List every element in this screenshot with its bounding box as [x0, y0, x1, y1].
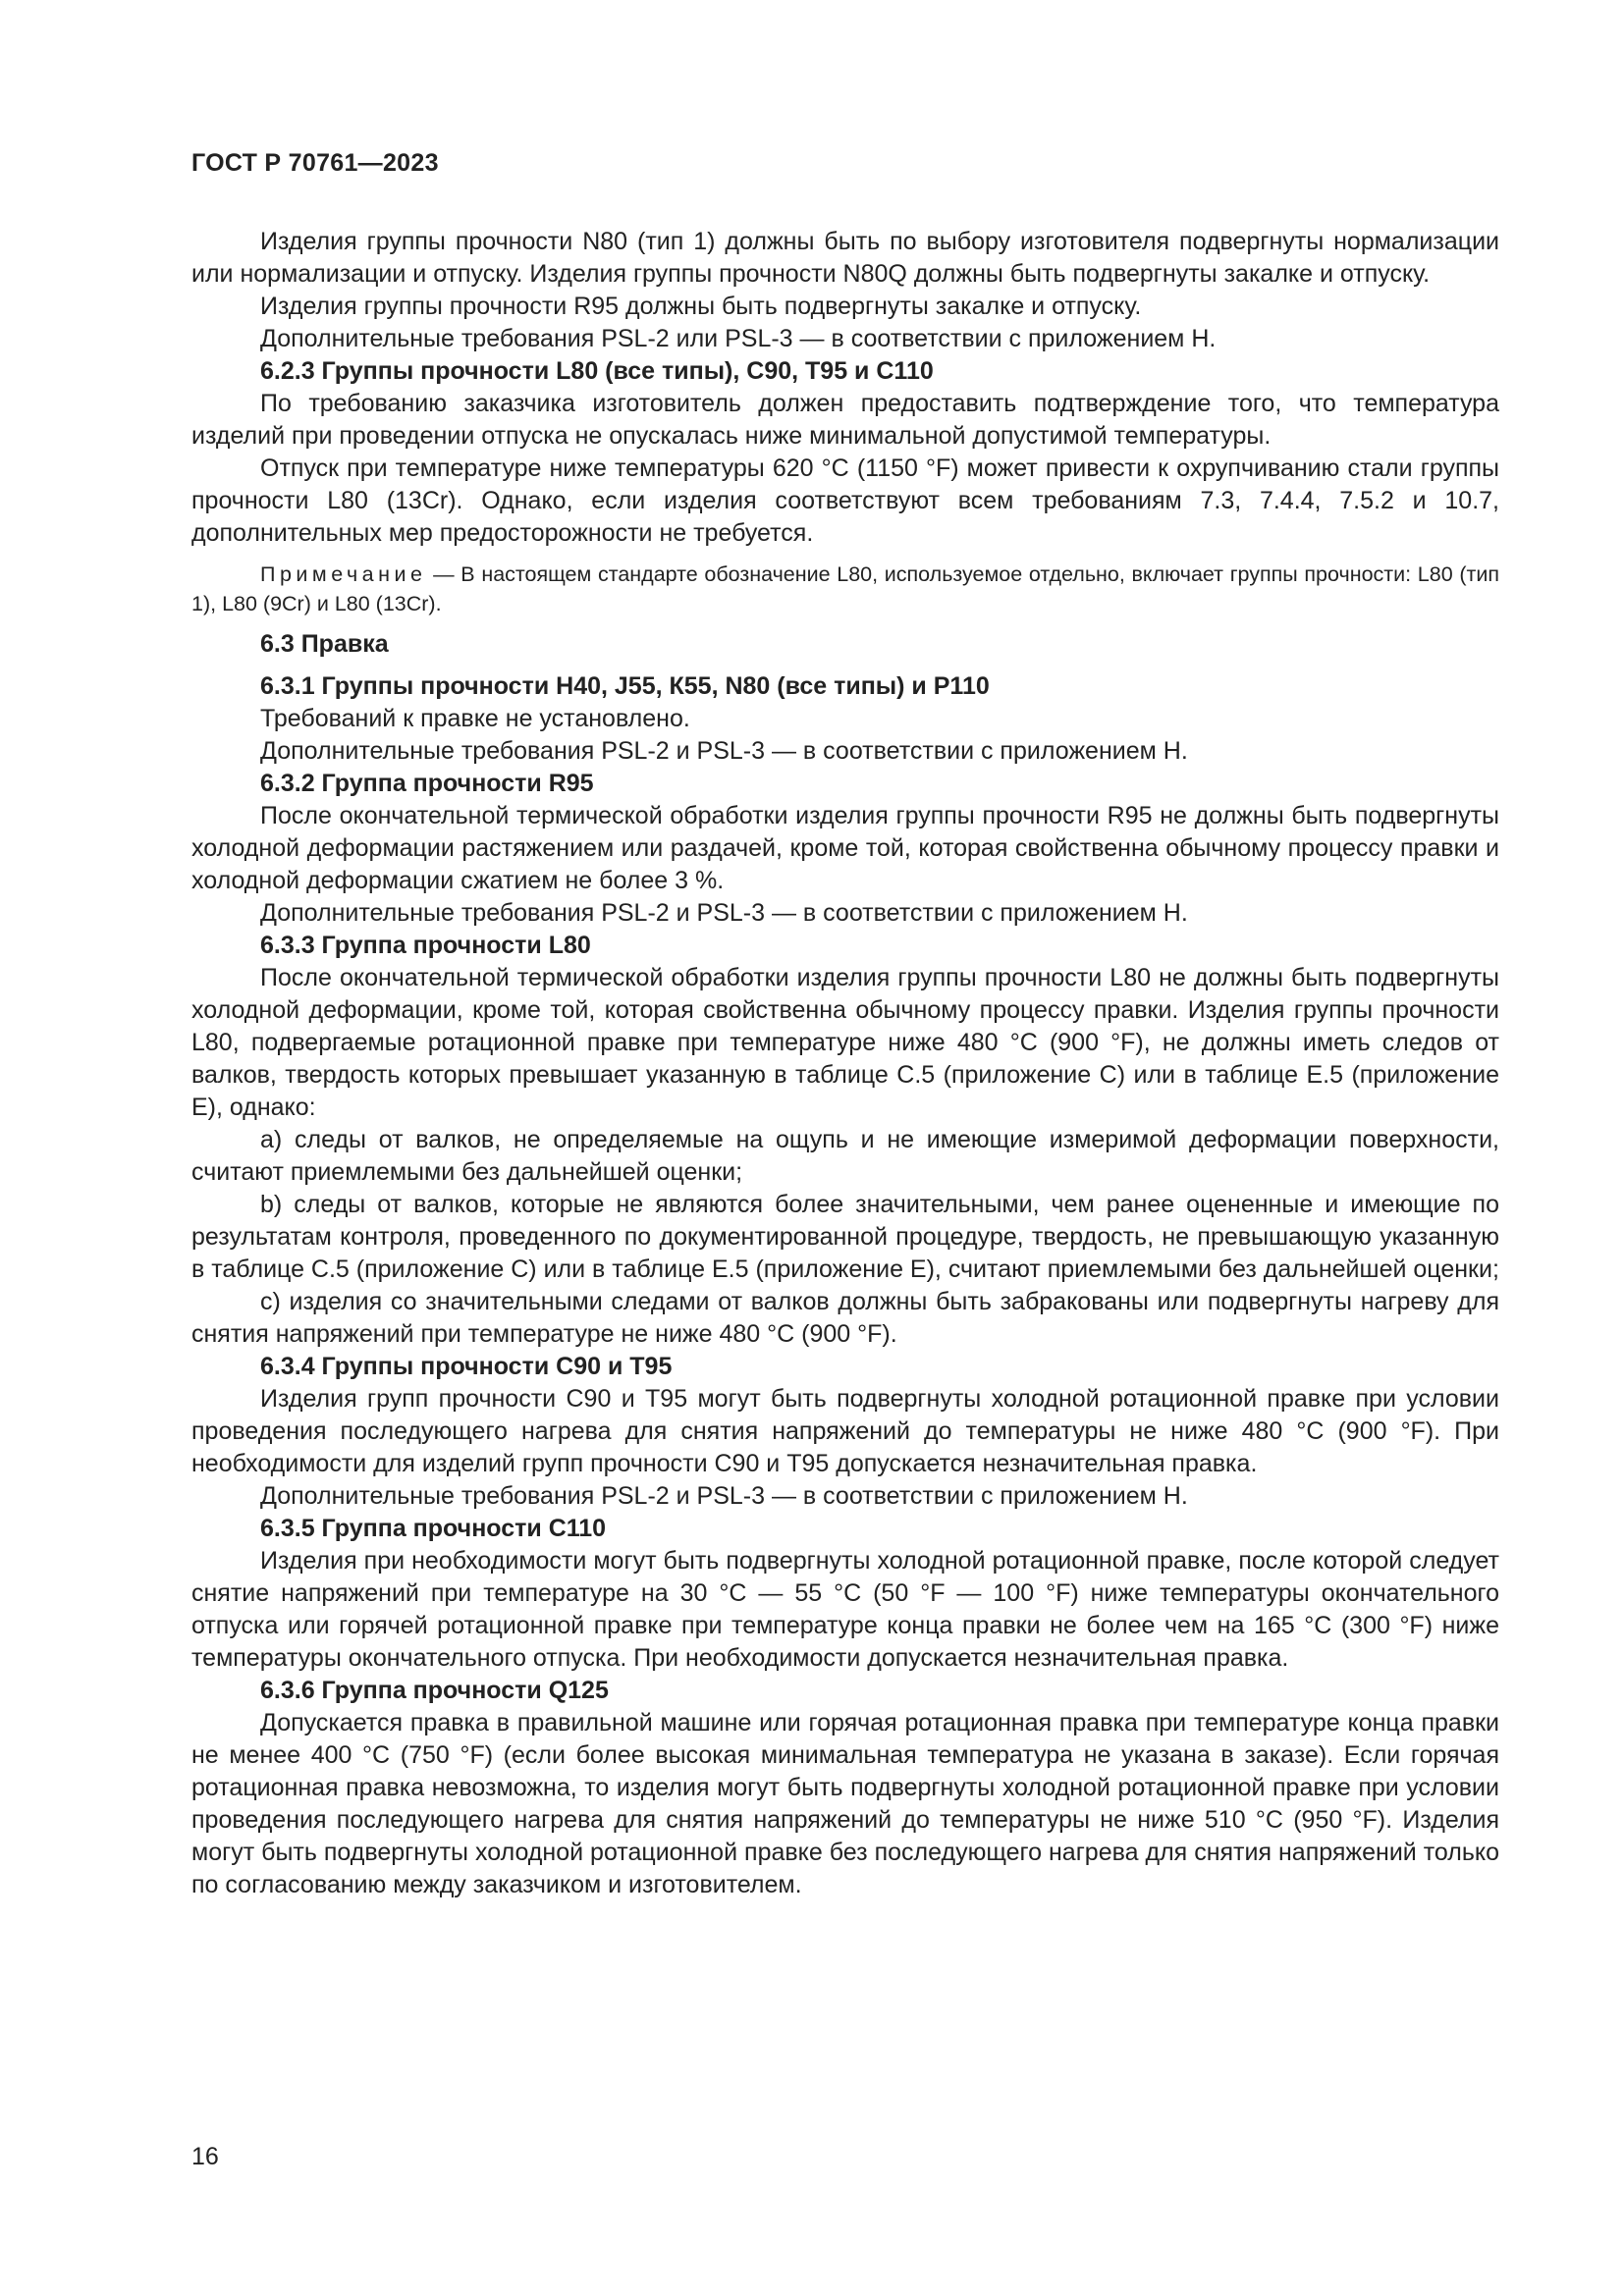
page-number: 16	[191, 2143, 219, 2170]
section-heading-6-2-3: 6.2.3 Группы прочности L80 (все типы), С90, Т95 и С110	[260, 357, 934, 385]
paragraph: По требованию заказчика изготовитель должен предоставить подтверждение того, что температура изделий при проведении отпуска не опускалась ниже минимальной допустимой температуры.	[191, 390, 1499, 450]
section-heading-6-3-1: 6.3.1 Группы прочности Н40, J55, К55, N80 (все типы) и Р110	[260, 672, 990, 700]
paragraph: После окончательной термической обработки изделия группы прочности R95 не должны быть подвергнуты холодной деформации растяжением или раздачей, кроме той, которая свойственна обычному процессу правки и холодной деформации сжатием не более 3 %.	[191, 802, 1499, 894]
document-header: ГОСТ Р 70761—2023	[191, 149, 439, 177]
paragraph: Допускается правка в правильной машине или горячая ротационная правка при температуре конца правки не менее 400 °С (750 °F) (если более высокая минимальная температура не указана в заказе). Если горячая ротационная правка невозможна, то изделия могут быть подвергнуты холодной ротационной правке при условии проведения последующего нагрева для снятия напряжений до температуры не ниже 510 °С (950 °F). Изделия могут быть подвергнуты холодной ротационной правке без последующего нагрева для снятия напряжений только по согласованию между заказчиком и изготовителем.	[191, 1709, 1499, 1898]
list-item-c: c) изделия со значительными следами от валков должны быть забракованы или подвергнуты нагреву для снятия напряжений при температуре не ниже 480 °С (900 °F).	[191, 1288, 1499, 1348]
paragraph: Дополнительные требования PSL-2 и PSL-3 — в соответствии с приложением Н.	[260, 899, 1188, 927]
section-heading-6-3-3: 6.3.3 Группа прочности L80	[260, 932, 591, 959]
paragraph: Дополнительные требования PSL-2 и PSL-3 — в соответствии с приложением Н.	[260, 737, 1188, 765]
paragraph: Изделия при необходимости могут быть подвергнуты холодной ротационной правке, после которой следует снятие напряжений при температуре на 30 °С — 55 °С (50 °F — 100 °F) ниже температуры окончательного отпуска или горячей ротационной правке при температуре конца правки не более чем на 165 °С (300 °F) ниже температуры окончательного отпуска. При необходимости допускается незначительная правка.	[191, 1547, 1499, 1672]
document-body	[191, 226, 1499, 1901]
section-heading-6-3-5: 6.3.5 Группа прочности С110	[260, 1515, 607, 1542]
note-label: Примечание	[260, 562, 427, 586]
note-text: — В настоящем стандарте обозначение L80, используемое отдельно, включает группы прочности: L80 (тип 1), L80 (9Cr) и L80 (13Cr).	[191, 562, 1499, 615]
section-heading-6-3-4: 6.3.4 Группы прочности С90 и Т95	[260, 1353, 673, 1380]
paragraph: Изделия групп прочности С90 и Т95 могут быть подвергнуты холодной ротационной правке при условии проведения последующего нагрева для снятия напряжений до температуры не ниже 480 °С (900 °F). При необходимости для изделий групп прочности С90 и Т95 допускается незначительная правка.	[191, 1385, 1499, 1477]
section-heading-6-3-2: 6.3.2 Группа прочности R95	[260, 770, 594, 797]
paragraph: Дополнительные требования PSL-2 или PSL-3 — в соответствии с приложением Н.	[260, 325, 1217, 352]
paragraph: Дополнительные требования PSL-2 и PSL-3 — в соответствии с приложением Н.	[260, 1482, 1188, 1510]
section-heading-6-3-6: 6.3.6 Группа прочности Q125	[260, 1677, 609, 1704]
list-item-a: a) следы от валков, не определяемые на ощупь и не имеющие измеримой деформации поверхности, считают приемлемыми без дальнейшей оценки;	[191, 1126, 1499, 1186]
section-heading-6-3: 6.3 Правка	[260, 630, 389, 658]
list-item-b: b) следы от валков, которые не являются более значительными, чем ранее оцененные и имеющие по результатам контроля, проведенного по документированной процедуре, твердость, не превышающую указанную в таблице С.5 (приложение С) или в таблице Е.5 (приложение Е), считают приемлемыми без дальнейшей оценки;	[191, 1191, 1499, 1283]
paragraph: Отпуск при температуре ниже температуры 620 °С (1150 °F) может привести к охрупчиванию стали группы прочности L80 (13Cr). Однако, если изделия соответствуют всем требованиям 7.3, 7.4.4, 7.5.2 и 10.7, дополнительных мер предосторожности не требуется.	[191, 454, 1499, 547]
paragraph: Требований к правке не установлено.	[260, 705, 690, 732]
paragraph: Изделия группы прочности N80 (тип 1) должны быть по выбору изготовителя подвергнуты нормализации или нормализации и отпуску. Изделия группы прочности N80Q должны быть подвергнуты закалке и отпуску.	[191, 228, 1499, 288]
paragraph: Изделия группы прочности R95 должны быть подвергнуты закалке и отпуску.	[260, 293, 1142, 320]
note	[191, 560, 1499, 618]
paragraph: После окончательной термической обработки изделия группы прочности L80 не должны быть подвергнуты холодной деформации, кроме той, которая свойственна обычному процессу правки. Изделия группы прочности L80, подвергаемые ротационной правке при температуре ниже 480 °С (900 °F), не должны иметь следов от валков, твердость которых превышает указанную в таблице С.5 (приложение С) или в таблице Е.5 (приложение Е), однако:	[191, 964, 1499, 1121]
